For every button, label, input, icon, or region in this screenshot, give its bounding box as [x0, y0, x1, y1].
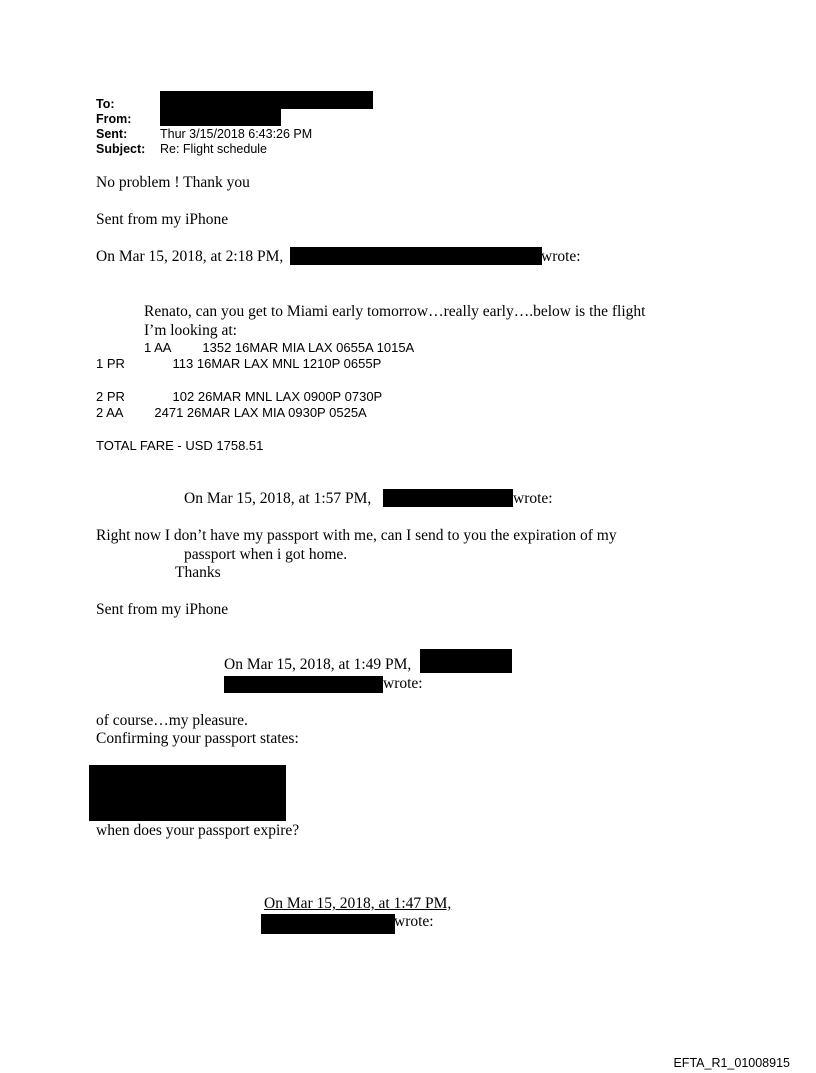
redaction-block: [160, 109, 281, 126]
itinerary-row: 2 AA 2471 26MAR LAX MIA 0930P 0525A: [96, 405, 367, 420]
quote-wrote: wrote:: [513, 490, 553, 507]
body-line: Sent from my iPhone: [96, 211, 229, 228]
body-line: Confirming your passport states:: [96, 730, 299, 747]
quote-wrote: wrote:: [541, 248, 581, 265]
quote-header: On Mar 15, 2018, at 1:57 PM,: [184, 490, 372, 507]
sent-label: Sent:: [96, 127, 128, 141]
body-line: Sent from my iPhone: [96, 601, 229, 618]
redaction-block: [261, 914, 395, 934]
body-line: when does your passport expire?: [96, 822, 300, 839]
body-line: No problem ! Thank you: [96, 174, 250, 191]
from-label: From:: [96, 112, 132, 126]
body-line: Thanks: [175, 564, 221, 581]
quote-wrote: wrote:: [394, 913, 434, 930]
itinerary-row: 1 AA 1352 16MAR MIA LAX 0655A 1015A: [144, 340, 415, 355]
quote-header: On Mar 15, 2018, at 1:49 PM,: [224, 656, 412, 673]
subject-value: Re: Flight schedule: [160, 142, 268, 156]
sent-value: Thur 3/15/2018 6:43:26 PM: [160, 127, 313, 141]
body-line: Renato, can you get to Miami early tomorrow…really early….below is the flight: [144, 303, 646, 320]
document-id: EFTA_R1_01008915: [673, 1056, 790, 1070]
itinerary-row: 1 PR 113 16MAR LAX MNL 1210P 0655P: [96, 356, 382, 371]
redaction-block: [290, 247, 542, 265]
redaction-block: [383, 489, 513, 507]
body-line: Right now I don’t have my passport with me, can I send to you the expiration of my: [96, 527, 617, 544]
body-line: of course…my pleasure.: [96, 712, 248, 729]
redaction-block: [89, 765, 286, 821]
itinerary-row: 2 PR 102 26MAR MNL LAX 0900P 0730P: [96, 389, 383, 404]
total-fare: TOTAL FARE - USD 1758.51: [96, 438, 264, 453]
redaction-block: [160, 91, 373, 109]
to-label: To:: [96, 97, 115, 111]
body-line: I’m looking at:: [144, 322, 237, 339]
redaction-block: [224, 676, 383, 693]
quote-wrote: wrote:: [383, 675, 423, 692]
quote-header: On Mar 15, 2018, at 1:47 PM,: [264, 895, 452, 912]
body-line: passport when i got home.: [184, 546, 348, 563]
quote-header: On Mar 15, 2018, at 2:18 PM,: [96, 248, 284, 265]
redaction-block: [420, 649, 512, 673]
subject-label: Subject:: [96, 142, 146, 156]
